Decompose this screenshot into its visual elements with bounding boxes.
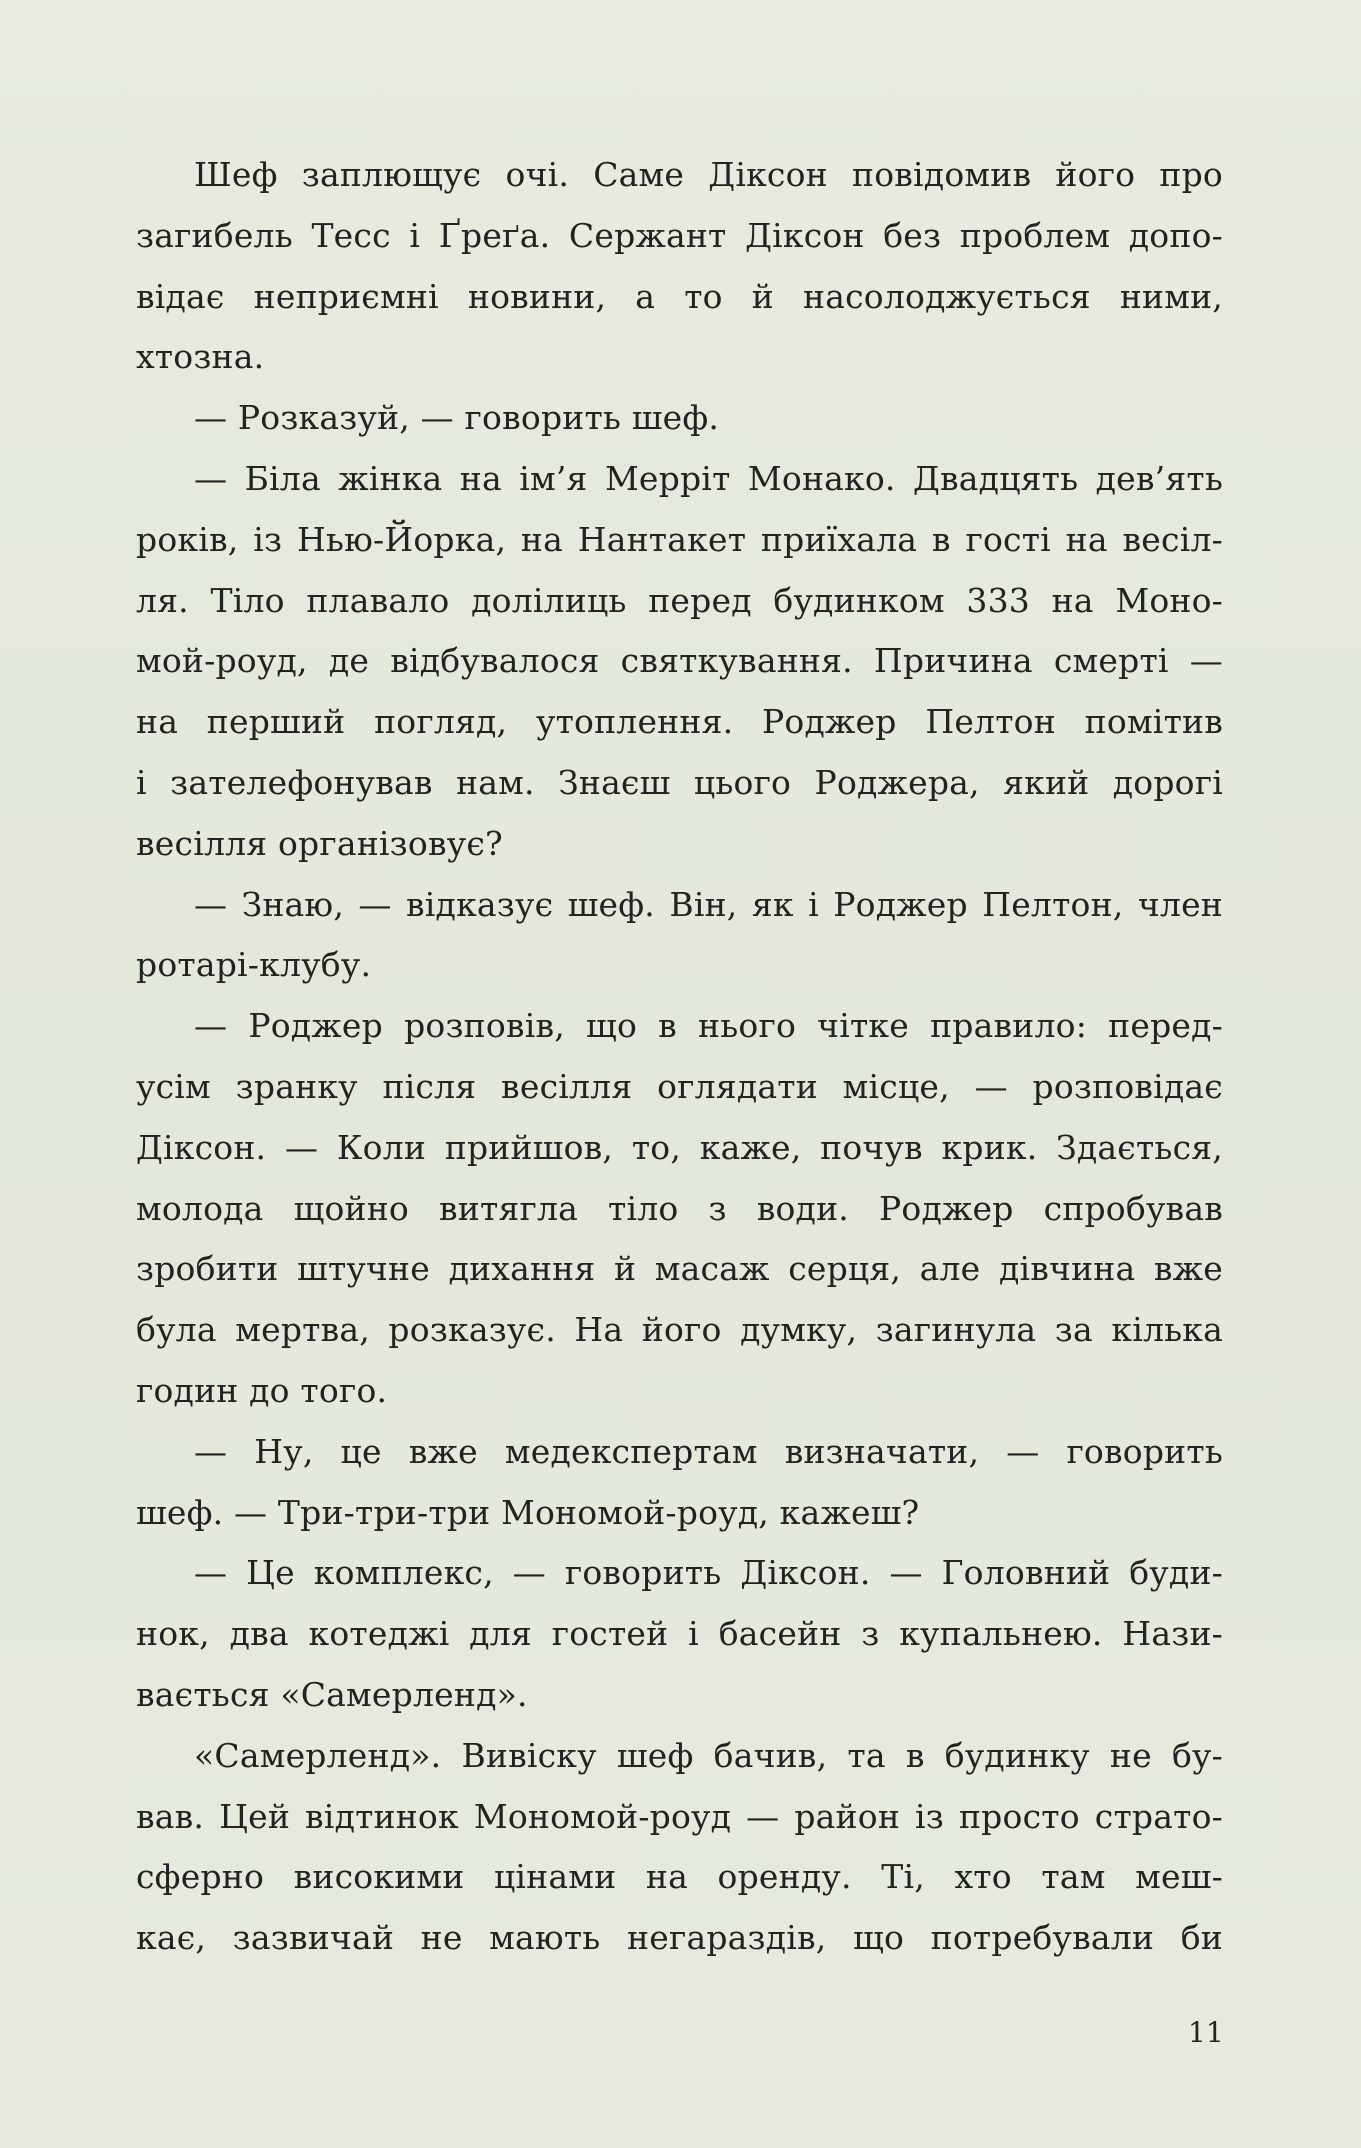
text-line: — Розказуй, — говорить шеф. [194, 398, 720, 438]
text-line: нок, два котеджі для гостей і басейн з купальнею. Нази- [136, 1614, 1223, 1654]
text-line: шеф. — Три-три-три Мономой-роуд, кажеш? [136, 1492, 920, 1532]
text-line: — Ну, це вже медекспертам визначати, — говорить [194, 1431, 1223, 1471]
text-line: була мертва, розказує. На його думку, загинула за кілька [136, 1310, 1223, 1350]
text-line: Діксон. — Коли прийшов, то, каже, почув крик. Здається, [136, 1127, 1223, 1167]
text-line: кає, зазвичай не мають негараздів, що потребували би [136, 1918, 1223, 1958]
text-line: — Роджер розповів, що в нього чітке правило: перед- [194, 1006, 1223, 1046]
text-line: ля. Тіло плавало долілиць перед будинком 333 на Моно- [136, 580, 1223, 620]
text-line: — Це комплекс, — говорить Діксон. — Головний буди- [194, 1553, 1223, 1593]
text-line: сферно високими цінами на оренду. Ті, хто там меш- [136, 1857, 1223, 1897]
page-number: 11 [1188, 2016, 1224, 2049]
text-line: весілля організовує? [136, 823, 503, 863]
text-line: на перший погляд, утоплення. Роджер Пелтон помітив [136, 702, 1223, 742]
text-line: ротарі-клубу. [136, 945, 372, 985]
text-line: молода щойно витягла тіло з води. Роджер спробував [136, 1188, 1223, 1228]
text-line: вав. Цей відтинок Мономой-роуд — район із просто страто- [136, 1796, 1223, 1836]
text-line: років, із Нью-Йорка, на Нантакет приїхала в гості на весіл- [136, 519, 1223, 559]
text-line: — Біла жінка на ім’я Меррiт Монако. Двадцять дев’ять [194, 458, 1223, 498]
text-line: Шеф заплющує очі. Саме Діксон повідомив його про [194, 155, 1223, 194]
text-line: годин до того. [136, 1370, 388, 1410]
text-line: вається «Самерленд». [136, 1674, 528, 1714]
text-line: — Знаю, — відказує шеф. Він, як і Роджер Пелтон, член [194, 884, 1223, 924]
body-text [136, 145, 1223, 1969]
text-line: хтозна. [136, 337, 265, 377]
text-line: зробити штучне дихання й масаж серця, але дівчина вже [136, 1249, 1223, 1289]
text-line: «Самерленд». Вивіску шеф бачив, та в будинку не бу- [194, 1735, 1223, 1775]
text-line: мой-роуд, де відбувалося святкування. Причина смерті — [136, 641, 1223, 681]
text-line: відає неприємні новини, а то й насолоджується ними, [136, 276, 1223, 316]
text-line: загибель Тесс і Ґреґа. Сержант Діксон без проблем допо- [136, 215, 1223, 255]
text-line: усім зранку після весілля оглядати місце, — розповідає [136, 1066, 1223, 1106]
text-line: і зателефонував нам. Знаєш цього Роджера, який дорогі [136, 762, 1223, 802]
